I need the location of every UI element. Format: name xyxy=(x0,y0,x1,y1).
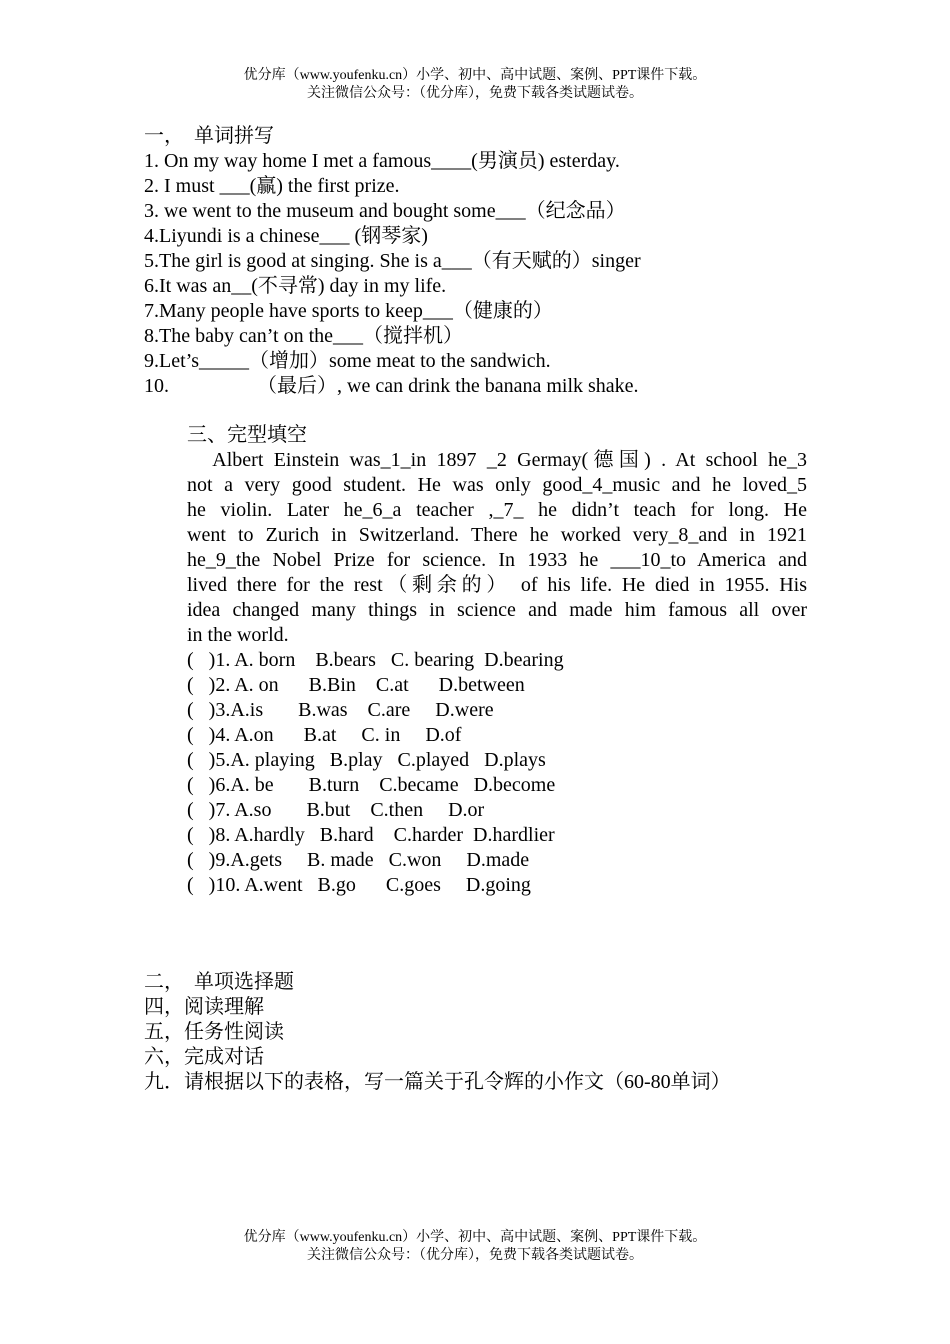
cloze-option-row: ( )5.A. playing B.play C.played D.plays xyxy=(187,749,546,771)
item-hint: （搅拌机） xyxy=(363,325,464,347)
cloze-option-row: ( )10. A.went B.go C.goes D.going xyxy=(187,874,531,896)
item-hint: （有天赋的）singer xyxy=(471,250,641,272)
section-heading: 五，任务性阅读 xyxy=(144,1021,284,1043)
passage-line: not a very good student. He was only good_4_music and he loved_5 xyxy=(187,474,807,496)
item-hint: the first prize. xyxy=(282,175,400,197)
answer-blank: ___ xyxy=(422,300,453,322)
spelling-item xyxy=(144,224,428,249)
passage-line: he_9_the Nobel Prize for science. In 1933 he ___10_to America and xyxy=(187,549,807,571)
footer-line-1: 优分库（www.youfenku.cn）小学、初中、高中试题、案例、PPT课件下载。 xyxy=(243,1230,707,1245)
section-heading: 四，阅读理解 xyxy=(144,996,264,1018)
page-footer xyxy=(0,1229,950,1265)
item-text: 8.The baby can’t on the xyxy=(144,325,334,347)
cloze-option-row: ( )7. A.so B.but C.then D.or xyxy=(187,799,485,821)
item-hint: （健康的） xyxy=(452,300,553,322)
item-hint: (男演员) esterday. xyxy=(471,150,620,172)
page-header xyxy=(0,67,950,103)
item-text: 6.It was an xyxy=(144,275,232,297)
passage-line: in the world. xyxy=(187,624,289,646)
passage-line: lived there for the rest（剩余的） of his life. He died in 1955. His xyxy=(187,574,807,596)
cloze-option-row: ( )2. A. on B.Bin C.at D.between xyxy=(187,674,525,696)
footer-line-2: 关注微信公众号：（优分库），免费下载各类试题试卷。 xyxy=(307,1248,643,1263)
cloze-option-row: ( )3.A.is B.was C.are D.were xyxy=(187,699,494,721)
answer-blank: ___ xyxy=(333,325,364,347)
cloze-option-row: ( )6.A. be B.turn C.became D.become xyxy=(187,774,556,796)
cloze-option-row: ( )8. A.hardly B.hard C.harder D.hardlier xyxy=(187,824,555,846)
section-heading: 六，完成对话 xyxy=(144,1046,264,1068)
header-line-1: 优分库（www.youfenku.cn）小学、初中、高中试题、案例、PPT课件下载。 xyxy=(243,68,707,83)
item-text: 10. xyxy=(144,375,169,397)
item-hint: （纪念品） xyxy=(525,200,626,222)
answer-blank: ___ xyxy=(441,250,472,272)
answer-blank: ___ xyxy=(495,200,526,222)
item-text: 5.The girl is good at singing. She is a xyxy=(144,250,442,272)
passage-line: he violin. Later he_6_a teacher ,_7_ he didn’t teach for long. He xyxy=(187,499,807,521)
section-heading: 九．请根据以下的表格，写一篇关于孔令辉的小作文（60-80单词） xyxy=(144,1071,731,1093)
passage-line: went to Zurich in Switzerland. There he worked very_8_and in 1921 xyxy=(187,524,807,546)
cloze-option-row: ( )4. A.on B.at C. in D.of xyxy=(187,724,462,746)
spelling-item xyxy=(144,199,626,224)
item-hint: （最后）, we can drink the banana milk shake. xyxy=(257,375,639,397)
spelling-item xyxy=(144,374,639,399)
spelling-item xyxy=(144,274,446,299)
answer-blank: __ xyxy=(231,275,252,297)
item-hint: (不寻常) day in my life. xyxy=(251,275,447,297)
answer-blank: ___ xyxy=(319,225,350,247)
item-text: 3. we went to the museum and bought some xyxy=(144,200,496,222)
item-text: 7.Many people have sports to keep xyxy=(144,300,423,322)
passage-line: idea changed many things in science and made him famous all over xyxy=(187,599,807,621)
header-line-2: 关注微信公众号：（优分库），免费下载各类试题试卷。 xyxy=(307,86,643,101)
passage-line: Albert Einstein was_1_in 1897 _2 Germay(德国) . At school he_3 xyxy=(187,449,807,471)
section-heading: 二， 单项选择题 xyxy=(144,971,294,993)
item-text: 1. On my way home I met a famous xyxy=(144,150,432,172)
spelling-item xyxy=(144,174,400,199)
answer-blank: _____ xyxy=(199,350,249,372)
spelling-item xyxy=(144,324,463,349)
item-text: 9.Let’s xyxy=(144,350,199,372)
cloze-passage xyxy=(187,448,807,648)
cloze-option-row: ( )9.A.gets B. made C.won D.made xyxy=(187,849,530,871)
item-text: 4.Liyundi is a chinese xyxy=(144,225,320,247)
item-text: 2. I must xyxy=(144,175,220,197)
answer-blank: ___(赢) xyxy=(219,175,283,197)
section1-title: 一， 单词拼写 xyxy=(144,125,274,147)
cloze-option-row: ( )1. A. born B.bears C. bearing D.bearing xyxy=(187,649,564,671)
spelling-item xyxy=(144,349,551,374)
item-hint: （增加）some meat to the sandwich. xyxy=(249,350,551,372)
spelling-item xyxy=(144,249,641,274)
section3-title: 三、完型填空 xyxy=(187,424,307,446)
item-hint: (钢琴家) xyxy=(349,225,428,247)
spelling-item xyxy=(144,149,620,174)
spelling-item xyxy=(144,299,553,324)
answer-blank: ____ xyxy=(431,150,472,172)
